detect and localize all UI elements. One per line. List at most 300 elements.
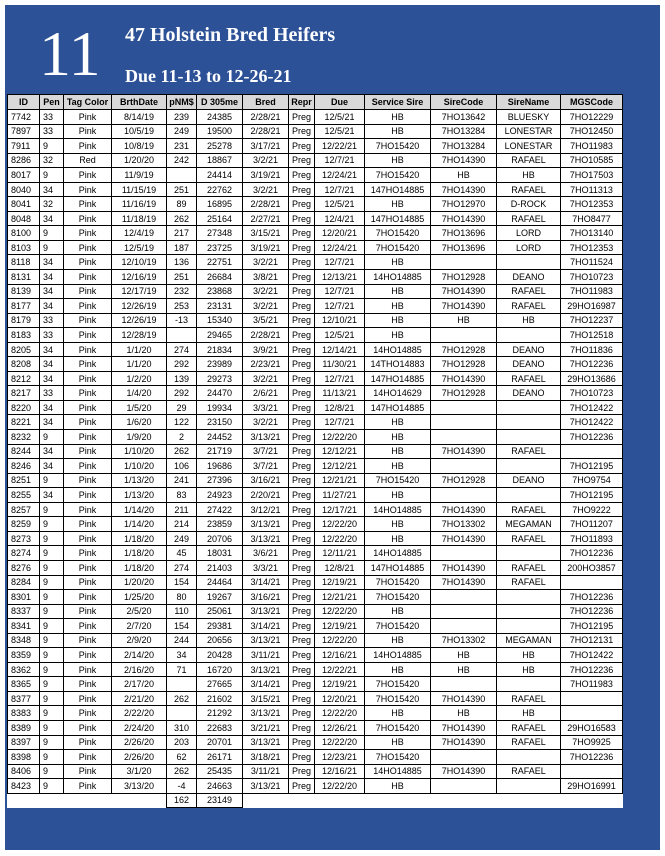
cell-due: 12/22/21 <box>315 139 365 154</box>
cell-d305me: 24663 <box>197 779 243 794</box>
cell-d305me: 24470 <box>197 386 243 401</box>
cell-mgs-code <box>561 706 623 721</box>
cell-pen: 9 <box>40 750 64 765</box>
cell-birth-date: 2/16/20 <box>112 662 167 677</box>
cell-mgs-code: 7HO9925 <box>561 735 623 750</box>
cell-id: 8251 <box>8 473 40 488</box>
table-row <box>8 764 623 779</box>
table-row <box>8 255 623 270</box>
cell-sire-code <box>431 750 497 765</box>
cell-mgs-code: 7HO8477 <box>561 211 623 226</box>
cell-sire-name: LONESTAR <box>497 139 561 154</box>
cell-id: 8406 <box>8 764 40 779</box>
cell-pen: 33 <box>40 124 64 139</box>
cell-pnm: 110 <box>167 604 197 619</box>
cell-pen: 9 <box>40 226 64 241</box>
cell-mgs-code: 7HO12236 <box>561 357 623 372</box>
cell-birth-date: 1/6/20 <box>112 415 167 430</box>
cell-bred: 3/7/21 <box>243 459 289 474</box>
cell-tag-color: Pink <box>64 531 112 546</box>
column-header-d305me: D 305me <box>197 95 243 110</box>
cell-mgs-code: 7HO10723 <box>561 386 623 401</box>
cell-d305me: 23131 <box>197 299 243 314</box>
column-header-due: Due <box>315 95 365 110</box>
cell-service-sire: 7HO15420 <box>365 168 431 183</box>
cell-birth-date: 1/18/20 <box>112 531 167 546</box>
cell-mgs-code: 7HO12195 <box>561 488 623 503</box>
cell-pen: 34 <box>40 270 64 285</box>
cell-birth-date: 11/15/19 <box>112 182 167 197</box>
cell-bred: 3/2/21 <box>243 415 289 430</box>
cell-sire-name: RAFAEL <box>497 764 561 779</box>
cell-pen: 9 <box>40 764 64 779</box>
cell-sire-code <box>431 415 497 430</box>
cell-repr: Preg <box>289 211 315 226</box>
cell-sire-name: RAFAEL <box>497 371 561 386</box>
cell-pen: 34 <box>40 357 64 372</box>
cell-sire-name: RAFAEL <box>497 182 561 197</box>
cell-pnm: -4 <box>167 779 197 794</box>
cell-d305me: 21403 <box>197 560 243 575</box>
cell-due: 12/22/20 <box>315 531 365 546</box>
cell-sire-name: HB <box>497 313 561 328</box>
cell-due: 12/19/21 <box>315 677 365 692</box>
cell-mgs-code: 7HO10585 <box>561 153 623 168</box>
table-row <box>8 168 623 183</box>
cell-mgs-code: 7HO11983 <box>561 677 623 692</box>
empty-cell <box>315 793 365 808</box>
column-header-mgs-code: MGSCode <box>561 95 623 110</box>
cell-id: 8131 <box>8 270 40 285</box>
cell-pnm <box>167 677 197 692</box>
cell-id: 7897 <box>8 124 40 139</box>
cell-repr: Preg <box>289 575 315 590</box>
cell-sire-name: RAFAEL <box>497 502 561 517</box>
cell-pen: 9 <box>40 604 64 619</box>
cell-mgs-code: 7HO12131 <box>561 633 623 648</box>
cell-id: 8397 <box>8 735 40 750</box>
cell-sire-name: DEANO <box>497 473 561 488</box>
cell-d305me: 19686 <box>197 459 243 474</box>
cell-d305me: 21602 <box>197 691 243 706</box>
cell-pnm: 262 <box>167 691 197 706</box>
cell-pnm: 292 <box>167 357 197 372</box>
table-row <box>8 139 623 154</box>
cell-d305me: 23868 <box>197 284 243 299</box>
cell-bred: 2/28/21 <box>243 110 289 125</box>
cell-service-sire: 14THO14883 <box>365 357 431 372</box>
cell-repr: Preg <box>289 299 315 314</box>
cell-due: 12/26/21 <box>315 720 365 735</box>
cell-pen: 9 <box>40 633 64 648</box>
cell-due: 11/27/21 <box>315 488 365 503</box>
cell-tag-color: Pink <box>64 764 112 779</box>
cell-sire-code: 7HO14390 <box>431 284 497 299</box>
cell-sire-code <box>431 430 497 445</box>
cell-pnm: 34 <box>167 648 197 663</box>
column-header-id: ID <box>8 95 40 110</box>
cell-tag-color: Pink <box>64 560 112 575</box>
cell-service-sire: 7HO15420 <box>365 139 431 154</box>
cell-mgs-code: 7HO12236 <box>561 430 623 445</box>
cell-pnm: 244 <box>167 633 197 648</box>
cell-pnm: 136 <box>167 255 197 270</box>
cell-repr: Preg <box>289 270 315 285</box>
cell-bred: 3/2/21 <box>243 299 289 314</box>
cell-pen: 9 <box>40 677 64 692</box>
table-row <box>8 415 623 430</box>
cell-pen: 32 <box>40 153 64 168</box>
cell-sire-code <box>431 488 497 503</box>
cell-id: 8103 <box>8 240 40 255</box>
cell-sire-name <box>497 488 561 503</box>
cell-due: 12/7/21 <box>315 371 365 386</box>
cell-sire-name: RAFAEL <box>497 211 561 226</box>
cell-service-sire: HB <box>365 444 431 459</box>
cell-repr: Preg <box>289 430 315 445</box>
cell-d305me: 29381 <box>197 619 243 634</box>
cell-birth-date: 2/22/20 <box>112 706 167 721</box>
cell-tag-color: Pink <box>64 110 112 125</box>
cell-pnm: 139 <box>167 371 197 386</box>
cell-due: 12/21/21 <box>315 590 365 605</box>
cell-d305me: 25278 <box>197 139 243 154</box>
cell-sire-code: 7HO12928 <box>431 270 497 285</box>
cell-birth-date: 2/26/20 <box>112 735 167 750</box>
table-row <box>8 430 623 445</box>
cell-pen: 9 <box>40 139 64 154</box>
table-row <box>8 240 623 255</box>
cell-mgs-code: 7HO11893 <box>561 531 623 546</box>
cell-sire-code: 7HO14390 <box>431 560 497 575</box>
cell-sire-name: RAFAEL <box>497 284 561 299</box>
cell-due: 12/20/21 <box>315 226 365 241</box>
cell-pnm: 241 <box>167 473 197 488</box>
column-header-pen: Pen <box>40 95 64 110</box>
cell-bred: 3/7/21 <box>243 444 289 459</box>
cell-pen: 34 <box>40 255 64 270</box>
cell-repr: Preg <box>289 182 315 197</box>
cell-birth-date: 1/10/20 <box>112 444 167 459</box>
cell-pnm: 80 <box>167 590 197 605</box>
cell-id: 8273 <box>8 531 40 546</box>
table-row <box>8 604 623 619</box>
cell-d305me: 23859 <box>197 517 243 532</box>
table-row <box>8 546 623 561</box>
cell-service-sire: 7HO15420 <box>365 677 431 692</box>
cell-id: 7742 <box>8 110 40 125</box>
cell-id: 8348 <box>8 633 40 648</box>
empty-cell <box>431 793 497 808</box>
cell-birth-date: 1/25/20 <box>112 590 167 605</box>
cell-bred: 2/23/21 <box>243 357 289 372</box>
cell-id: 8274 <box>8 546 40 561</box>
cell-due: 12/13/21 <box>315 270 365 285</box>
cell-service-sire: 147HO14885 <box>365 371 431 386</box>
cell-pnm: 310 <box>167 720 197 735</box>
table-row <box>8 400 623 415</box>
cell-birth-date: 12/26/19 <box>112 299 167 314</box>
cell-tag-color: Pink <box>64 779 112 794</box>
cell-bred: 3/13/21 <box>243 517 289 532</box>
due-date-range: Due 11-13 to 12-26-21 <box>125 66 292 86</box>
column-header-tag-color: Tag Color <box>64 95 112 110</box>
column-header-sire-name: SireName <box>497 95 561 110</box>
table-row <box>8 720 623 735</box>
cell-pnm: 187 <box>167 240 197 255</box>
cell-pnm: 214 <box>167 517 197 532</box>
cell-due: 11/13/21 <box>315 386 365 401</box>
table-row <box>8 226 623 241</box>
cell-id: 8398 <box>8 750 40 765</box>
cell-bred: 3/18/21 <box>243 750 289 765</box>
cell-tag-color: Pink <box>64 735 112 750</box>
cell-due: 12/7/21 <box>315 299 365 314</box>
cell-service-sire: HB <box>365 110 431 125</box>
cell-tag-color: Pink <box>64 750 112 765</box>
cell-tag-color: Pink <box>64 211 112 226</box>
cell-sire-code <box>431 546 497 561</box>
cell-pen: 9 <box>40 473 64 488</box>
cell-pnm: 154 <box>167 619 197 634</box>
cell-sire-code: 7HO13302 <box>431 633 497 648</box>
cell-id: 8341 <box>8 619 40 634</box>
cell-pnm: 262 <box>167 764 197 779</box>
cell-repr: Preg <box>289 677 315 692</box>
cell-mgs-code: 7HO12236 <box>561 590 623 605</box>
cell-sire-name: DEANO <box>497 357 561 372</box>
cell-service-sire: 7HO15420 <box>365 240 431 255</box>
cell-sire-name: RAFAEL <box>497 153 561 168</box>
cell-d305me: 18031 <box>197 546 243 561</box>
cell-bred: 3/6/21 <box>243 546 289 561</box>
cell-repr: Preg <box>289 604 315 619</box>
table-row <box>8 211 623 226</box>
cell-due: 12/4/21 <box>315 211 365 226</box>
cell-id: 8286 <box>8 153 40 168</box>
cell-tag-color: Pink <box>64 270 112 285</box>
average-pnm: 162 <box>167 793 197 808</box>
cell-mgs-code <box>561 575 623 590</box>
cell-sire-name: BLUESKY <box>497 110 561 125</box>
table-header-row <box>8 95 623 110</box>
cell-bred: 3/9/21 <box>243 342 289 357</box>
cell-pen: 9 <box>40 735 64 750</box>
cell-id: 8259 <box>8 517 40 532</box>
cell-bred: 3/2/21 <box>243 255 289 270</box>
cell-sire-name <box>497 779 561 794</box>
cell-id: 8118 <box>8 255 40 270</box>
cell-service-sire: HB <box>365 299 431 314</box>
cell-id: 7911 <box>8 139 40 154</box>
cell-birth-date: 3/13/20 <box>112 779 167 794</box>
cell-repr: Preg <box>289 648 315 663</box>
cell-pnm: 71 <box>167 662 197 677</box>
cell-sire-name: LORD <box>497 226 561 241</box>
cell-pnm: 262 <box>167 211 197 226</box>
cell-pnm: 251 <box>167 270 197 285</box>
cell-sire-code <box>431 459 497 474</box>
table-row <box>8 357 623 372</box>
table-row <box>8 633 623 648</box>
cell-bred: 2/28/21 <box>243 328 289 343</box>
cell-service-sire: 7HO15420 <box>365 226 431 241</box>
cell-due: 12/19/21 <box>315 575 365 590</box>
cell-sire-code: 7HO14390 <box>431 735 497 750</box>
cell-pen: 9 <box>40 706 64 721</box>
cell-due: 12/11/21 <box>315 546 365 561</box>
cell-service-sire: HB <box>365 124 431 139</box>
cell-mgs-code: 7HO11524 <box>561 255 623 270</box>
page-title: 47 Holstein Bred Heifers <box>125 24 336 46</box>
cell-id: 8100 <box>8 226 40 241</box>
cell-birth-date: 1/1/20 <box>112 342 167 357</box>
cell-bred: 3/13/21 <box>243 779 289 794</box>
cell-sire-name <box>497 430 561 445</box>
cell-bred: 3/5/21 <box>243 313 289 328</box>
cell-mgs-code: 7HO13140 <box>561 226 623 241</box>
cell-tag-color: Pink <box>64 226 112 241</box>
cell-due: 12/5/21 <box>315 110 365 125</box>
cell-sire-code <box>431 604 497 619</box>
cell-pen: 33 <box>40 328 64 343</box>
cell-d305me: 22683 <box>197 720 243 735</box>
cell-due: 12/24/21 <box>315 240 365 255</box>
table-row <box>8 735 623 750</box>
cell-repr: Preg <box>289 590 315 605</box>
cell-pen: 34 <box>40 211 64 226</box>
cell-mgs-code: 7HO9754 <box>561 473 623 488</box>
cell-due: 12/8/21 <box>315 560 365 575</box>
cell-sire-name: DEANO <box>497 342 561 357</box>
cell-service-sire: 147HO14885 <box>365 211 431 226</box>
cell-bred: 3/13/21 <box>243 662 289 677</box>
cell-due: 12/5/21 <box>315 124 365 139</box>
cell-birth-date: 1/4/20 <box>112 386 167 401</box>
cell-id: 8377 <box>8 691 40 706</box>
cell-pnm: 274 <box>167 342 197 357</box>
table-row <box>8 590 623 605</box>
cell-tag-color: Pink <box>64 648 112 663</box>
cell-due: 12/5/21 <box>315 328 365 343</box>
cell-tag-color: Pink <box>64 168 112 183</box>
cell-service-sire: HB <box>365 153 431 168</box>
cell-mgs-code: 200HO3857 <box>561 560 623 575</box>
cell-id: 8255 <box>8 488 40 503</box>
cell-mgs-code: 7HO12422 <box>561 648 623 663</box>
cell-repr: Preg <box>289 153 315 168</box>
cell-sire-name <box>497 546 561 561</box>
cell-sire-name: RAFAEL <box>497 735 561 750</box>
cell-due: 12/7/21 <box>315 255 365 270</box>
cell-birth-date: 11/9/19 <box>112 168 167 183</box>
cell-pen: 9 <box>40 517 64 532</box>
cell-d305me: 18867 <box>197 153 243 168</box>
cell-sire-name: DEANO <box>497 270 561 285</box>
cell-due: 12/20/21 <box>315 691 365 706</box>
table-row <box>8 531 623 546</box>
cell-bred: 2/28/21 <box>243 197 289 212</box>
cell-repr: Preg <box>289 342 315 357</box>
cell-sire-code: 7HO13284 <box>431 139 497 154</box>
cell-pen: 32 <box>40 197 64 212</box>
cell-sire-code <box>431 255 497 270</box>
cell-d305me: 24464 <box>197 575 243 590</box>
cell-mgs-code: 7HO12236 <box>561 604 623 619</box>
cell-d305me: 19934 <box>197 400 243 415</box>
cell-sire-code: 7HO12928 <box>431 473 497 488</box>
cell-sire-name <box>497 255 561 270</box>
cell-tag-color: Pink <box>64 604 112 619</box>
cell-pnm: 29 <box>167 400 197 415</box>
cell-due: 12/12/21 <box>315 444 365 459</box>
cell-tag-color: Pink <box>64 575 112 590</box>
empty-cell <box>243 793 289 808</box>
cell-pnm <box>167 706 197 721</box>
cell-id: 8205 <box>8 342 40 357</box>
empty-cell <box>64 793 112 808</box>
cell-sire-code: 7HO13302 <box>431 517 497 532</box>
cell-repr: Preg <box>289 240 315 255</box>
cell-birth-date: 1/10/20 <box>112 459 167 474</box>
cell-bred: 2/6/21 <box>243 386 289 401</box>
cell-id: 8017 <box>8 168 40 183</box>
cell-sire-name <box>497 619 561 634</box>
cell-birth-date: 2/17/20 <box>112 677 167 692</box>
cell-birth-date: 1/13/20 <box>112 488 167 503</box>
cell-sire-name <box>497 400 561 415</box>
cell-id: 8284 <box>8 575 40 590</box>
cell-birth-date: 1/9/20 <box>112 430 167 445</box>
table-row <box>8 284 623 299</box>
cell-repr: Preg <box>289 226 315 241</box>
cell-birth-date: 10/5/19 <box>112 124 167 139</box>
cell-pen: 9 <box>40 560 64 575</box>
cell-pen: 9 <box>40 546 64 561</box>
cell-bred: 3/17/21 <box>243 139 289 154</box>
table-row <box>8 619 623 634</box>
column-header-sire-code: SireCode <box>431 95 497 110</box>
cell-sire-code <box>431 328 497 343</box>
cell-sire-code: 7HO14390 <box>431 182 497 197</box>
cell-id: 8177 <box>8 299 40 314</box>
cell-tag-color: Pink <box>64 473 112 488</box>
cell-repr: Preg <box>289 124 315 139</box>
cell-tag-color: Pink <box>64 691 112 706</box>
cell-pnm: 232 <box>167 284 197 299</box>
cell-sire-code: 7HO14390 <box>431 502 497 517</box>
cell-sire-code: 7HO14390 <box>431 211 497 226</box>
cell-d305me: 26684 <box>197 270 243 285</box>
cell-service-sire: 14HO14885 <box>365 502 431 517</box>
cell-mgs-code: 7HO9222 <box>561 502 623 517</box>
cell-pnm: 249 <box>167 531 197 546</box>
cell-d305me: 24414 <box>197 168 243 183</box>
cell-d305me: 25061 <box>197 604 243 619</box>
cell-service-sire: 14HO14629 <box>365 386 431 401</box>
cell-tag-color: Pink <box>64 124 112 139</box>
cell-mgs-code: 7HO12353 <box>561 240 623 255</box>
cell-repr: Preg <box>289 720 315 735</box>
cell-sire-name: HB <box>497 662 561 677</box>
column-header-pnm: pNM$ <box>167 95 197 110</box>
cell-repr: Preg <box>289 473 315 488</box>
cell-pnm: 262 <box>167 444 197 459</box>
cell-d305me: 26171 <box>197 750 243 765</box>
cell-mgs-code: 7HO12195 <box>561 619 623 634</box>
cell-id: 8221 <box>8 415 40 430</box>
cell-repr: Preg <box>289 735 315 750</box>
